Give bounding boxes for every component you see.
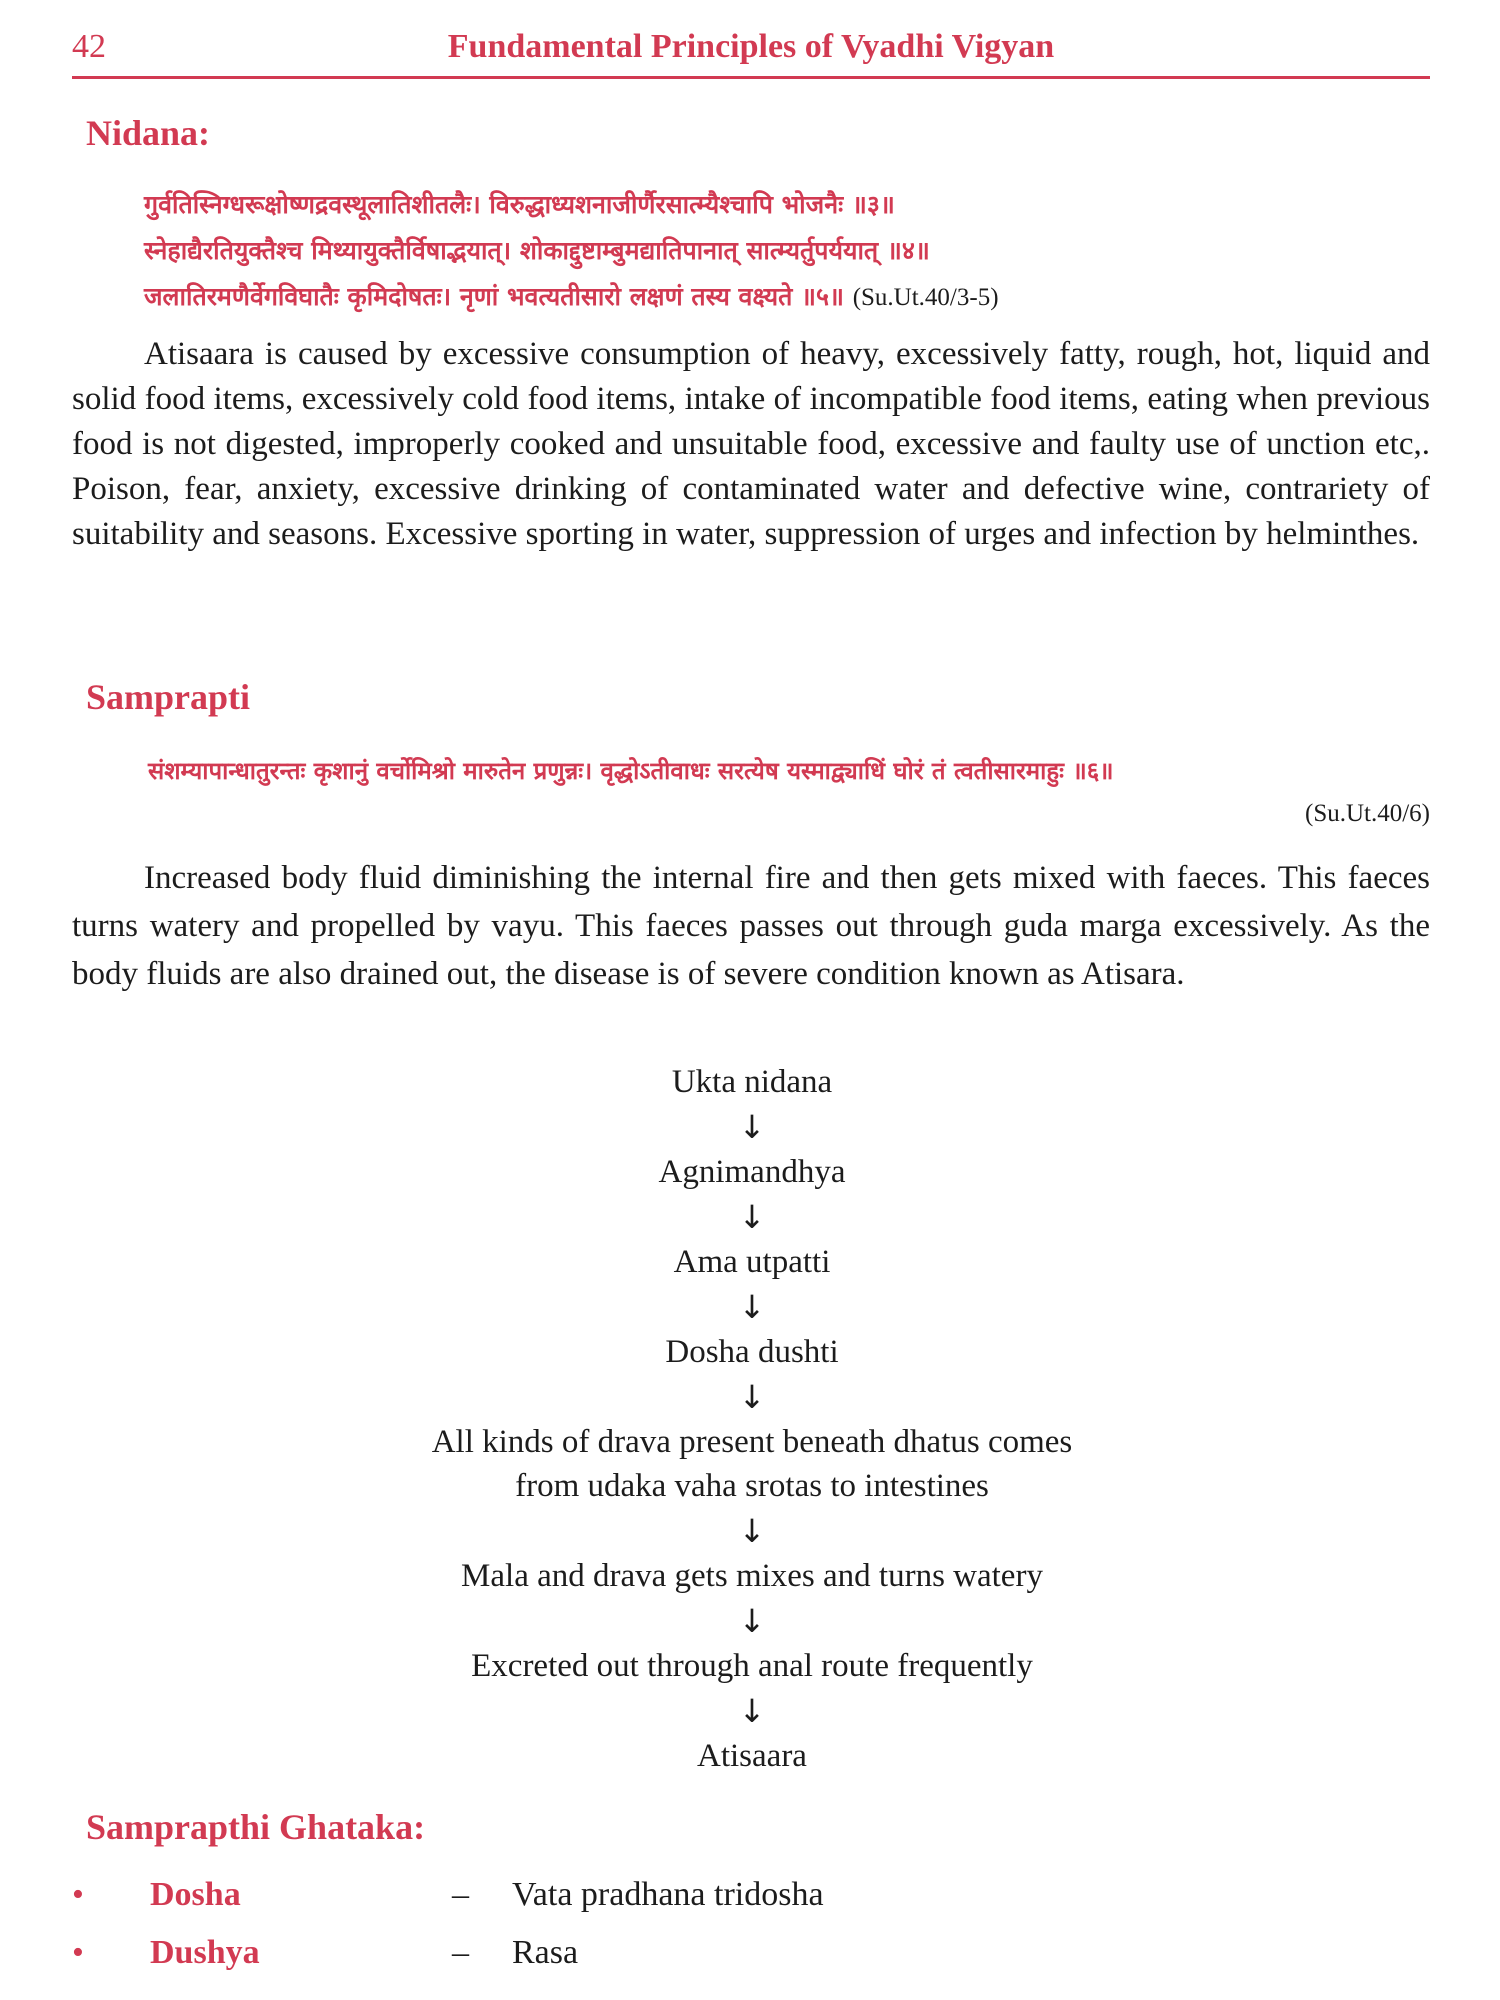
ghataka-heading: Samprapthi Ghataka: — [86, 1807, 426, 1847]
nidana-verse-reference: (Su.Ut.40/3-5) — [852, 284, 999, 311]
samprapti-paragraph — [72, 854, 1430, 998]
flow-step: Dosha dushti — [665, 1334, 839, 1370]
nidana-verse — [144, 182, 999, 321]
page-number: 42 — [72, 28, 106, 65]
ghataka-value: Vata pradhana tridosha — [512, 1876, 824, 1913]
nidana-verse-line — [144, 274, 999, 321]
nidana-paragraph-text: Atisaara is caused by excessive consumption of heavy, excessively fatty, rough, hot, liquid and solid food items, excessively cold food items, intake of incompatible food items, eating when previous food is not digested, improperly cooked and unsuitable food, excessive and faulty use of unction etc,. Poison, fear, anxiety, excessive drinking of contaminated water and defective wine, contrariety of suitability and seasons. Excessive sporting in water, suppression of urges and infection by helminthes. — [72, 336, 1430, 552]
nidana-verse-line-text: जलातिरमणैर्वेगविघातैः कृमिदोषतः। नृणां भवत्यतीसारो लक्षणं तस्य वक्ष्यते ॥५॥ — [144, 282, 844, 311]
down-arrow-icon: ↓ — [738, 1512, 766, 1550]
ghataka-dash: – — [452, 1934, 469, 1971]
flow-step: from udaka vaha srotas to intestines — [515, 1468, 989, 1504]
down-arrow-icon: ↓ — [738, 1108, 766, 1146]
bullet-icon: • — [72, 1876, 84, 1913]
ghataka-label: Dosha — [150, 1876, 241, 1913]
samprapti-verse-line: संशम्यापान्धातुरन्तः कृशानुं वर्चोमिश्रो मारुतेन प्रणुन्नः। वृद्धोऽतीवाधः सरत्येष यस्माद्व्याधिं घोरं तं त्वतीसारमाहुः ॥६॥ — [148, 757, 1114, 785]
flow-step: Atisaara — [697, 1738, 807, 1774]
down-arrow-icon: ↓ — [738, 1692, 766, 1730]
flow-step: Ukta nidana — [671, 1064, 833, 1100]
flow-step: Agnimandhya — [658, 1154, 846, 1190]
flow-step: Mala and drava gets mixes and turns watery — [461, 1558, 1043, 1594]
ghataka-dash: – — [452, 1876, 469, 1913]
samprapti-verse-reference: (Su.Ut.40/6) — [1305, 800, 1430, 827]
samprapti-heading: Samprapti — [86, 677, 251, 717]
nidana-verse-line: गुर्वतिस्निग्धरूक्षोष्णद्रवस्थूलातिशीतलैः। विरुद्धाध्यशनाजीर्णैरसात्म्यैश्चापि भोजनैः ॥३॥ — [144, 190, 895, 219]
samprapti-paragraph-text: Increased body fluid diminishing the internal fire and then gets mixed with faeces. This faeces turns watery and propelled by vayu. This faeces passes out through guda marga excessively. As the body fluids are also drained out, the disease is of severe condition known as Atisara. — [72, 860, 1430, 992]
ghataka-label: Dushya — [150, 1934, 260, 1971]
bullet-icon: • — [72, 1934, 84, 1971]
ghataka-value: Rasa — [512, 1934, 579, 1971]
flow-step: Excreted out through anal route frequently — [471, 1648, 1033, 1684]
nidana-paragraph — [72, 332, 1430, 557]
down-arrow-icon: ↓ — [738, 1288, 766, 1326]
nidana-heading: Nidana: — [86, 113, 211, 153]
down-arrow-icon: ↓ — [738, 1378, 766, 1416]
down-arrow-icon: ↓ — [738, 1602, 766, 1640]
nidana-verse-line: स्नेहाद्यैरतियुक्तैश्च मिथ्यायुक्तैर्विषाद्भयात्। शोकाद्दुष्टाम्बुमद्यातिपानात् सात्म्यर्तुपर्ययात् ॥४॥ — [144, 236, 930, 265]
running-title: Fundamental Principles of Vyadhi Vigyan — [447, 28, 1055, 65]
samprapti-flowchart — [252, 1060, 1252, 1778]
page-header — [72, 28, 1430, 79]
down-arrow-icon: ↓ — [738, 1198, 766, 1236]
flow-step: Ama utpatti — [673, 1244, 831, 1280]
flow-step: All kinds of drava present beneath dhatus comes — [431, 1424, 1073, 1460]
ghataka-row — [72, 1934, 1272, 1984]
ghataka-row — [72, 1876, 1272, 1926]
samprapti-verse — [148, 748, 1114, 794]
